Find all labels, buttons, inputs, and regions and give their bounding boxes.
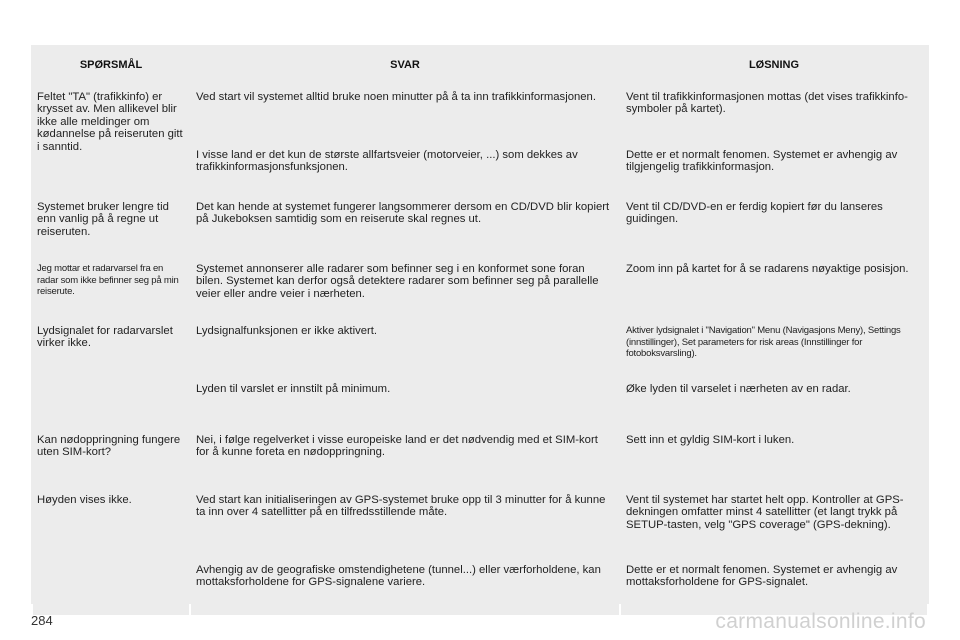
answer-cell: Lyden til varslet er innstilt på minimum.	[191, 376, 619, 425]
table-row	[33, 84, 927, 140]
question-cell: Jeg mottar et radarvarsel fra en radar som ikke befinner seg på min reiserute.	[33, 256, 189, 316]
answer-cell: Avhengig av de geografiske omstendighetene (tunnel...) eller værforholdene, kan mottaksforholdene for GPS-signalene variere.	[191, 557, 619, 615]
header-solution: LØSNING	[621, 47, 927, 82]
table-row	[33, 487, 927, 555]
question-cell: Systemet bruker lengre tid enn vanlig på å regne ut reiseruten.	[33, 194, 189, 254]
faq-table-container	[31, 45, 929, 604]
solution-cell: Dette er et normalt fenomen. Systemet er avhengig av tilgjengelig trafikkinformasjon.	[621, 142, 927, 192]
solution-cell: Sett inn et gyldig SIM-kort i luken.	[621, 427, 927, 485]
answer-cell: Systemet annonserer alle radarer som befinner seg i en konformet sone foran bilen. Systemet kan derfor også detektere radarer som befinner seg på parallelle veier eller andre veier i nærheten.	[191, 256, 619, 316]
answer-cell: I visse land er det kun de største allfartsveier (motorveier, ...) som dekkes av trafikkinformasjonsfunksjonen.	[191, 142, 619, 192]
table-row	[33, 318, 927, 374]
header-question: SPØRSMÅL	[33, 47, 189, 82]
solution-cell: Zoom inn på kartet for å se radarens nøyaktige posisjon.	[621, 256, 927, 316]
solution-cell: Vent til trafikkinformasjonen mottas (det vises trafikkinfo-symboler på kartet).	[621, 84, 927, 140]
solution-cell: Vent til systemet har startet helt opp. Kontroller at GPS-dekningen omfatter minst 4 satellitter (et langt trykk på SETUP-tasten, velg "GPS coverage" (GPS-dekning).	[621, 487, 927, 555]
answer-cell: Ved start kan initialiseringen av GPS-systemet bruke opp til 3 minutter for å kunne ta inn over 4 satellitter på en tilfredsstillende måte.	[191, 487, 619, 555]
solution-cell: Øke lyden til varselet i nærheten av en radar.	[621, 376, 927, 425]
question-cell: Lydsignalet for radarvarslet virker ikke.	[33, 318, 189, 425]
table-row	[33, 427, 927, 485]
solution-cell: Dette er et normalt fenomen. Systemet er avhengig av mottaksforholdene for GPS-signalet.	[621, 557, 927, 615]
solution-cell: Aktiver lydsignalet i "Navigation" Menu (Navigasjons Meny), Settings (innstillinger), Set parameters for risk areas (Innstillinger for fotoboksvarsling).	[621, 318, 927, 374]
question-cell: Høyden vises ikke.	[33, 487, 189, 615]
page-number: 284	[31, 613, 53, 628]
solution-cell: Vent til CD/DVD-en er ferdig kopiert før du lanseres guidingen.	[621, 194, 927, 254]
question-cell: Kan nødoppringning fungere uten SIM-kort?	[33, 427, 189, 485]
answer-cell: Ved start vil systemet alltid bruke noen minutter på å ta inn trafikkinformasjonen.	[191, 84, 619, 140]
answer-cell: Lydsignalfunksjonen er ikke aktivert.	[191, 318, 619, 374]
watermark: carmanualsonline.info	[715, 610, 926, 633]
answer-cell: Nei, i følge regelverket i visse europeiske land er det nødvendig med et SIM-kort for å kunne foreta en nødoppringning.	[191, 427, 619, 485]
faq-table	[31, 45, 929, 617]
table-header-row	[33, 47, 927, 82]
header-answer: SVAR	[191, 47, 619, 82]
answer-cell: Det kan hende at systemet fungerer langsommerer dersom en CD/DVD blir kopiert på Jukeboksen samtidig som en reiserute skal regnes ut.	[191, 194, 619, 254]
table-row	[33, 194, 927, 254]
table-row	[33, 256, 927, 316]
question-cell: Feltet "TA" (trafikkinfo) er krysset av. Men allikevel blir ikke alle meldinger om kødannelse på reiseruten gitt i sanntid.	[33, 84, 189, 192]
